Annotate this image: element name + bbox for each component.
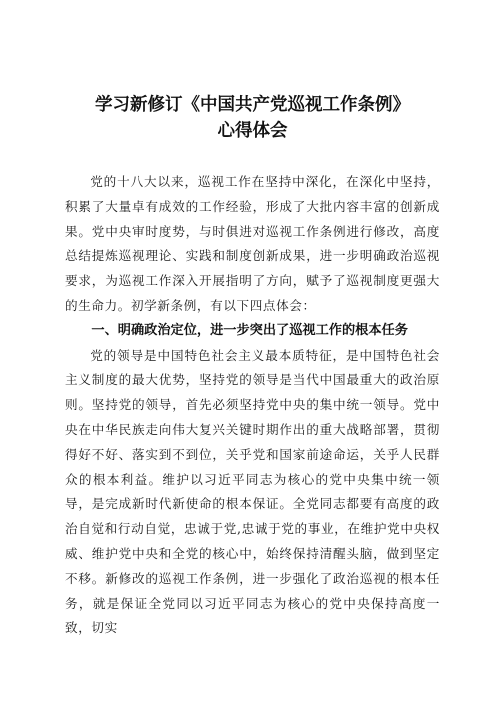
document-title-line-1: 学习新修订《中国共产党巡视工作条例》 bbox=[95, 95, 410, 115]
document-title-line-2: 心得体会 bbox=[217, 121, 288, 141]
section-1-paragraph: 党的领导是中国特色社会主义最本质特征，是中国特色社会主义制度的最大优势，坚持党的领导是当代中国最重大的政治原则。坚持党的领导，首先必须坚持党中央的集中统一领导。党中央在中华民族走向伟大复兴关键时期作出的重大战略部署，贯彻得好不好、落实到不到位，关乎党和国家前途命运，关乎人民群众的根本利益。维护以习近平同志为核心的党中央集中统一领导，是完成新时代新使命的根本保证。全党同志都要有高度的政治自觉和行动自觉，忠诚于党,忠诚于党的事业，在维护党中央权威、维护党中央和全党的核心中，始终保持清醒头脑，做到坚定不移。新修改的巡视工作条例，进一步强化了政治巡视的根本任务，就是保证全党同以习近平同志为核心的党中央保持高度一致，切实 bbox=[65, 347, 440, 636]
title-block bbox=[65, 92, 440, 144]
section-1-heading: 一、明确政治定位，进一步突出了巡视工作的根本任务 bbox=[91, 322, 408, 338]
intro-paragraph: 党的十八大以来，巡视工作在坚持中深化，在深化中坚持，积累了大量卓有成效的工作经验，形成了大批内容丰富的创新成果。党中央审时度势，与时俱进对巡视工作条例进行修改，高度总结提炼巡视理论、实践和制度创新成果，进一步明确政治巡视要求，为巡视工作深入开展指明了方向，赋予了巡视制度更强大的生命力。初学新条例，有以下四点体会： bbox=[65, 174, 440, 313]
